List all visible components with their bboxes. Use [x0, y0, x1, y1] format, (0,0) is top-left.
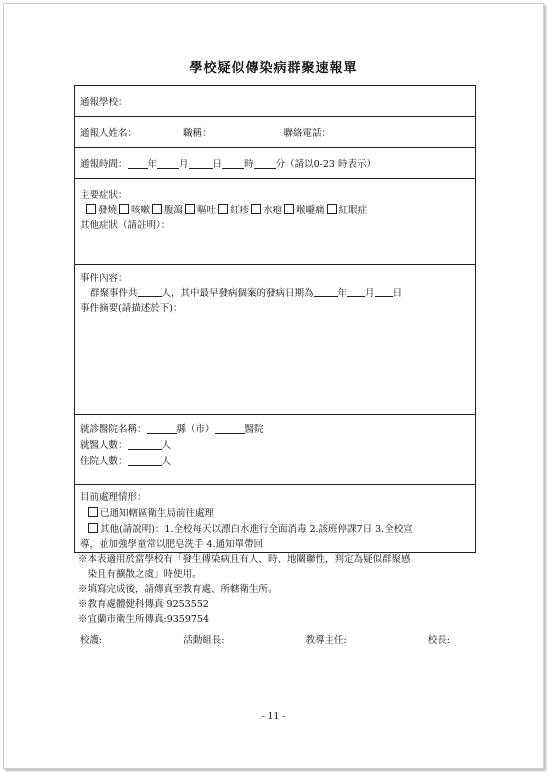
event-summary-area[interactable]: [80, 314, 470, 404]
other-symptoms-label: 其他症狀（請註明）：: [80, 219, 171, 231]
other-symptoms-field[interactable]: [170, 218, 370, 230]
admitted-unit: 人: [161, 456, 172, 467]
cluster-count-label: 群聚事件共: [90, 287, 138, 299]
note-line: ※填寫完成後，請傳真至教育處、所轄衛生所。: [78, 584, 278, 595]
signature-row: [80, 632, 480, 646]
row-school: [75, 86, 476, 117]
onset-day-field[interactable]: [375, 286, 393, 297]
symptom-option: 水疱: [263, 204, 283, 216]
year-unit: 年: [147, 159, 158, 170]
visits-unit: 人: [161, 440, 172, 451]
symptom-checkbox[interactable]: [86, 204, 96, 214]
admitted-field[interactable]: [128, 455, 162, 466]
symptoms-label: 主要症狀：: [80, 189, 128, 201]
handling-label: 目前處理情形：: [80, 492, 147, 503]
report-form: [74, 85, 476, 553]
symptom-option: 紅疹: [230, 204, 250, 216]
hour-field[interactable]: [222, 158, 244, 169]
onset-year-field[interactable]: [314, 286, 338, 297]
symptom-option: 發燒: [98, 204, 118, 216]
symptom-option: 腹瀉: [164, 204, 184, 216]
onset-month-field[interactable]: [347, 286, 365, 297]
minute-field[interactable]: [254, 158, 276, 169]
symptom-checklist: [80, 201, 470, 216]
row-reporter: [75, 117, 476, 148]
handling-other-continued: 導，並加強學童常以肥皂洗手 4.通知單帶回: [80, 539, 264, 550]
hospital-county-unit: 縣（市）: [176, 424, 215, 435]
symptom-option: 咳嗽: [131, 204, 151, 216]
onset-month-unit: 月: [365, 287, 375, 299]
note-line: ※本表適用於當學校有「發生傳染病且有人、時、地關聯性，判定為疑似群聚感: [78, 554, 411, 565]
hour-unit: 時: [244, 159, 254, 170]
onset-date-label: 人，其中最早發病個案的發病日期為: [161, 287, 314, 299]
symptom-checkbox[interactable]: [218, 204, 228, 214]
hospital-name-label: 就診醫院名稱：: [80, 424, 147, 435]
day-field[interactable]: [189, 158, 213, 169]
form-title: 學校疑似傳染病群聚速報單: [189, 61, 358, 76]
visits-field[interactable]: [128, 439, 162, 450]
note-line: ※教育處體健科傳真 9253552: [78, 599, 209, 610]
minute-unit: 分（請以0-23 時表示）: [275, 159, 376, 170]
event-label: 事件內容：: [80, 272, 128, 284]
month-unit: 月: [179, 159, 189, 170]
hospital-county-field[interactable]: [147, 423, 177, 434]
note-line: 染且有擴散之虞」時使用。: [78, 569, 202, 580]
reporter-phone-label: 聯絡電話：: [283, 128, 332, 139]
onset-day-unit: 日: [392, 287, 403, 299]
day-unit: 日: [212, 159, 223, 170]
year-field[interactable]: [128, 158, 148, 169]
cluster-count-field[interactable]: [138, 286, 162, 297]
symptom-option: 嘔吐: [197, 204, 217, 216]
symptom-checkbox[interactable]: [119, 204, 129, 214]
reporter-name-label: 通報人姓名：: [80, 128, 138, 139]
handling-notified-label: 已通知轄區衛生局前往處理: [100, 508, 215, 519]
onset-year-unit: 年: [337, 287, 348, 299]
handling-other-checkbox[interactable]: [88, 523, 98, 533]
row-event: [75, 265, 476, 415]
row-hospital: [75, 415, 476, 485]
reporter-title-field[interactable]: [212, 126, 284, 138]
symptom-checkbox[interactable]: [152, 204, 162, 214]
admitted-label: 住院人數：: [80, 456, 128, 467]
event-summary-label: 事件摘要(請描述於下)：: [80, 302, 183, 314]
visits-label: 就醫人數：: [80, 440, 128, 451]
handling-other-label: 其他(請說明)：1.全校每天以漂白水進行全面消毒 2.該班停課7日 3.全校宣: [100, 524, 413, 535]
row-symptoms: [75, 179, 476, 265]
signature-director: 教導主任:: [305, 635, 347, 646]
hospital-name-field[interactable]: [215, 423, 245, 434]
symptom-option: 喉嚨痛: [296, 204, 325, 216]
signature-nurse: 校護:: [80, 635, 103, 646]
school-field[interactable]: [128, 95, 378, 107]
reporter-title-label: 職稱：: [183, 128, 212, 139]
notes-block: [78, 552, 478, 627]
symptom-checkbox[interactable]: [327, 204, 337, 214]
report-time-label: 通報時間：: [80, 159, 128, 170]
signature-principal: 校長:: [427, 635, 450, 646]
page-number: - 11 -: [261, 712, 286, 722]
symptom-checkbox[interactable]: [185, 204, 195, 214]
hospital-unit: 醫院: [244, 424, 264, 435]
handling-notified-checkbox[interactable]: [88, 507, 98, 517]
reporter-name-field[interactable]: [137, 126, 183, 138]
symptom-checkbox[interactable]: [251, 204, 261, 214]
month-field[interactable]: [157, 158, 179, 169]
signature-activity-leader: 活動組長:: [183, 635, 225, 646]
symptom-option: 紅眼症: [338, 204, 368, 216]
reporter-phone-field[interactable]: [331, 126, 391, 138]
symptom-checkbox[interactable]: [284, 204, 294, 214]
school-label: 通報學校：: [80, 97, 128, 108]
note-line: ※宜蘭市衛生所傳真:9359754: [78, 614, 210, 625]
row-report-time: [75, 148, 476, 179]
row-handling: [75, 485, 476, 553]
